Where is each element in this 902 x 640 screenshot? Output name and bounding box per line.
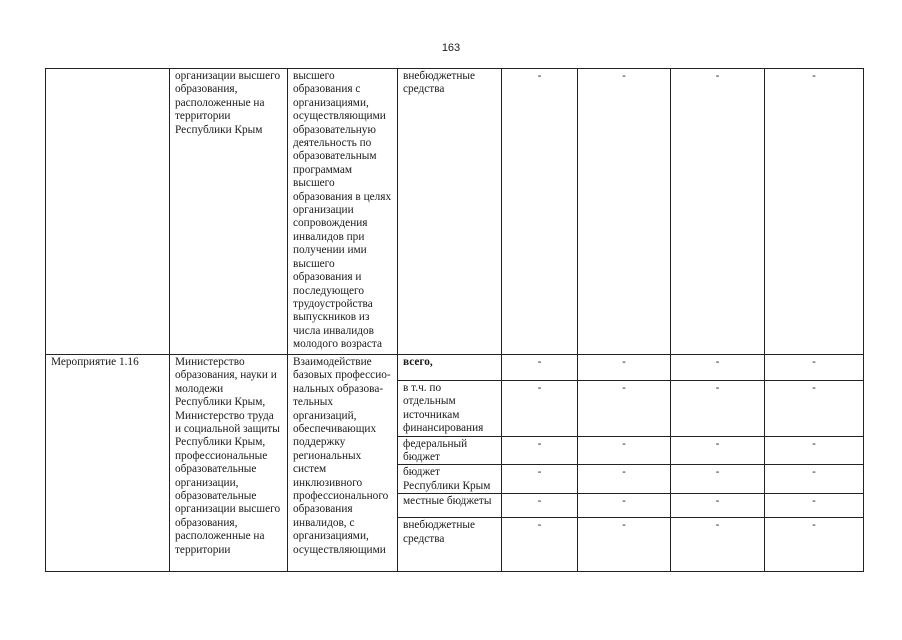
value-cell: -	[765, 436, 864, 465]
value-cell: -	[502, 381, 578, 437]
value-cell: -	[671, 518, 765, 572]
description-cell	[288, 355, 398, 572]
page-number: 163	[441, 42, 461, 54]
value-cell: -	[578, 494, 671, 518]
executor-text: Министерство образования, науки и молодежи Республики Крым, Министерство труда и социальной защиты Республики Крым, профессиональные образовательные организации, образовательные организации высшего образования, расположенные на территории	[175, 356, 281, 556]
value-cell: -	[765, 518, 864, 572]
value-cell: -	[578, 465, 671, 494]
value-cell: -	[671, 69, 765, 355]
value-cell: -	[671, 494, 765, 518]
value-cell: -	[765, 494, 864, 518]
measure-name: Мероприятие 1.16	[51, 356, 139, 368]
funding-source-cell	[398, 436, 502, 465]
value-cell: -	[578, 518, 671, 572]
executor-cell	[170, 355, 288, 572]
measure-name-cell	[46, 355, 170, 572]
funding-source-cell	[398, 355, 502, 381]
measure-name-cell-empty	[46, 69, 170, 355]
funding-source-cell	[398, 494, 502, 518]
value-cell: -	[502, 465, 578, 494]
value-cell: -	[765, 355, 864, 381]
funding-source-text: всего,	[403, 356, 433, 368]
funding-source-text: в т.ч. по отдельным источникам финансирования	[403, 382, 484, 435]
funding-source-text: бюджет Республики Крым	[403, 466, 491, 492]
executor-text: организации высшего образования, расположенные на территории Республики Крым	[175, 70, 281, 136]
value-cell: -	[502, 518, 578, 572]
table-row	[46, 69, 864, 355]
funding-source-cell	[398, 518, 502, 572]
value-cell: -	[578, 381, 671, 437]
value-cell: -	[765, 381, 864, 437]
funding-table	[45, 68, 864, 572]
value-cell: -	[671, 381, 765, 437]
value-cell: -	[765, 69, 864, 355]
value-cell: -	[765, 465, 864, 494]
funding-source-cell	[398, 465, 502, 494]
value-cell: -	[578, 436, 671, 465]
value-cell: -	[502, 69, 578, 355]
value-cell: -	[671, 355, 765, 381]
value-cell: -	[671, 465, 765, 494]
value-cell: -	[502, 355, 578, 381]
funding-source-text: местные бюджеты	[403, 495, 492, 508]
funding-source-text: внебюджетные средства	[403, 70, 476, 96]
value-cell: -	[578, 69, 671, 355]
funding-source-cell	[398, 381, 502, 437]
description-text: Взаимодействие базовых профессио-нальных образова-тельных организаций, обеспечивающих поддержку региональных систем инклюзивного профессионального образования инвалидов, с организациями, осуществляющими	[293, 356, 391, 556]
funding-source-cell	[398, 69, 502, 355]
value-cell: -	[671, 436, 765, 465]
value-cell: -	[578, 355, 671, 381]
description-cell	[288, 69, 398, 355]
table-row	[46, 355, 864, 381]
value-cell: -	[502, 494, 578, 518]
value-cell: -	[502, 436, 578, 465]
executor-cell	[170, 69, 288, 355]
funding-source-text: внебюджетные средства	[403, 519, 476, 545]
funding-source-text: федеральный бюджет	[403, 437, 468, 464]
description-text: высшего образования с организациями, осуществляющими образовательную деятельность по образовательным программам высшего образования в целях организации сопровождения инвалидов при получении ими высшего образования и последующего трудоустройства выпускников из числа инвалидов молодого возраста	[293, 70, 392, 351]
